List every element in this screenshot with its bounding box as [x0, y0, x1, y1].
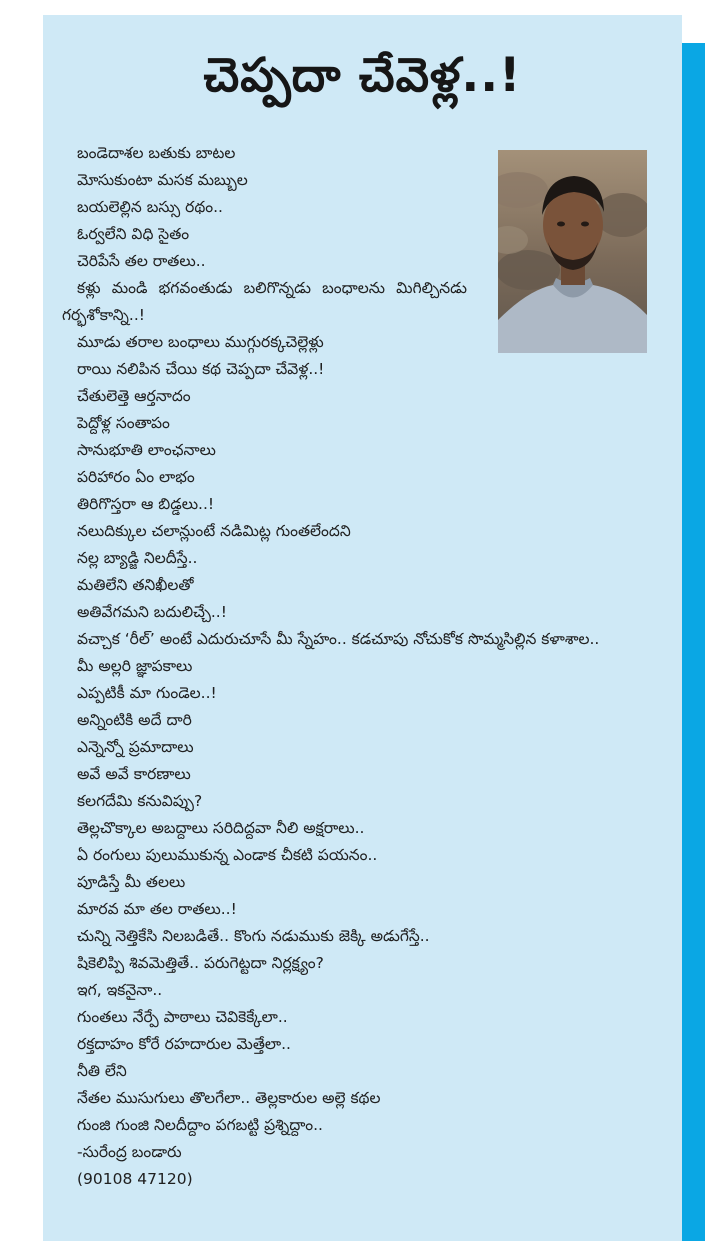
poem-author-phone: (90108 47120) [77, 1170, 193, 1188]
poem-line: రక్తదాహం కోరే రహదారుల మెత్తేలా.. [77, 1035, 291, 1053]
poem-line: తెల్లచొక్కాల అబద్దాలు సరిదిద్దవా నీలి అక్షరాలు.. [77, 819, 365, 837]
poem-line: వచ్చాక ‘రీల్’ అంటే ఎదురుచూసే మీ స్నేహం.. కడచూపు నోచుకోక సొమ్మసిల్లిన కళాశాల.. [77, 630, 600, 648]
poem-line: బయలెల్లిన బస్సు రథం.. [77, 198, 223, 216]
poem-title: చెప్పదా చేవెళ్ల..! [203, 48, 522, 103]
poem-line: మూడు తరాల బంధాలు ముగ్గురక్కచెల్లెళ్లు [77, 333, 324, 351]
poem-line: తిరిగొస్తరా ఆ బిడ్డలు..! [77, 495, 215, 513]
poem-line: అతివేగమని బదులిచ్చే..! [77, 603, 227, 621]
poem-line: మతిలేని తనిఖీలతో [77, 576, 194, 594]
poem-line: మీ అల్లరి జ్ఞాపకాలు [77, 657, 193, 675]
poem-line: సానుభూతి లాంఛనాలు [77, 441, 216, 459]
poem-line: అవే అవే కారణాలు [77, 765, 191, 783]
poem-line: నల్ల బ్యాడ్జి నిలదీస్తే.. [77, 549, 198, 567]
poem-line: నేతల ముసుగులు తొలగేలా.. తెల్లకారుల అల్లె కథల [77, 1089, 381, 1107]
poem-body [62, 140, 667, 1193]
poem-line: చున్ని నెత్తికేసి నిలబడితే.. కొంగు నడుముకు జెక్కి అడుగేస్తే.. [77, 927, 430, 945]
poem-line: పూడిస్తే మీ తలలు [77, 873, 186, 891]
poem-line: నీతి లేని [77, 1062, 127, 1080]
poem-line: నలుదిక్కుల చలాన్లుంటే నడిమిట్ల గుంతలేందని [77, 522, 351, 540]
poem-line: షికెలిప్పి శివమెత్తితే.. పరుగెట్టదా నిర్లక్ష్యం? [77, 954, 324, 972]
poem-line: కళ్లు మండి భగవంతుడు బలిగొన్నడు బంధాలను మిగిల్చినడు గర్భశోకాన్ని..! [62, 279, 467, 324]
poem-line: మారవ మా తల రాతలు..! [77, 900, 237, 918]
poem-line: రాయి నలిపిన చేయి కథ చెప్పదా చేవెళ్ల..! [77, 360, 325, 378]
poem-line: బండెదాశల బతుకు బాటల [77, 144, 236, 162]
poem-author: -సురేంద్ర బండారు [77, 1143, 182, 1161]
poem-line: ఓర్వలేని విధి సైతం [77, 225, 190, 243]
poem-line: ఇగ, ఇకనైనా.. [77, 981, 163, 999]
poem-line: ఏ రంగులు పులుముకున్న ఎండాక చీకటి పయనం.. [77, 846, 378, 864]
poem-line: కలగదేమి కనువిప్పు? [77, 792, 203, 810]
poem-line: అన్నింటికి అదే దారి [77, 711, 192, 729]
poem-line: ఎన్నెన్నో ప్రమాదాలు [77, 738, 194, 756]
poem-line: పరిహారం ఏం లాభం [77, 468, 195, 486]
poem-line: మోసుకుంటా మసక మబ్బుల [77, 171, 248, 189]
poem-line: ఎప్పటికీ మా గుండెల..! [77, 684, 217, 702]
poem-line: గుంజి గుంజి నిలదీద్దాం పగబట్టి ప్రశ్నిద్దాం.. [77, 1116, 323, 1134]
poem-line: చెరిపేసే తల రాతలు.. [77, 252, 206, 270]
poem-line: గుంతలు నేర్పే పాఠాలు చెవికెక్కేలా.. [77, 1008, 288, 1026]
poem-line: పెద్దోళ్ల సంతాపం [77, 414, 170, 432]
side-accent-bar [682, 43, 705, 1241]
poem-line: చేతులెత్తె ఆర్తనాదం [77, 387, 191, 405]
